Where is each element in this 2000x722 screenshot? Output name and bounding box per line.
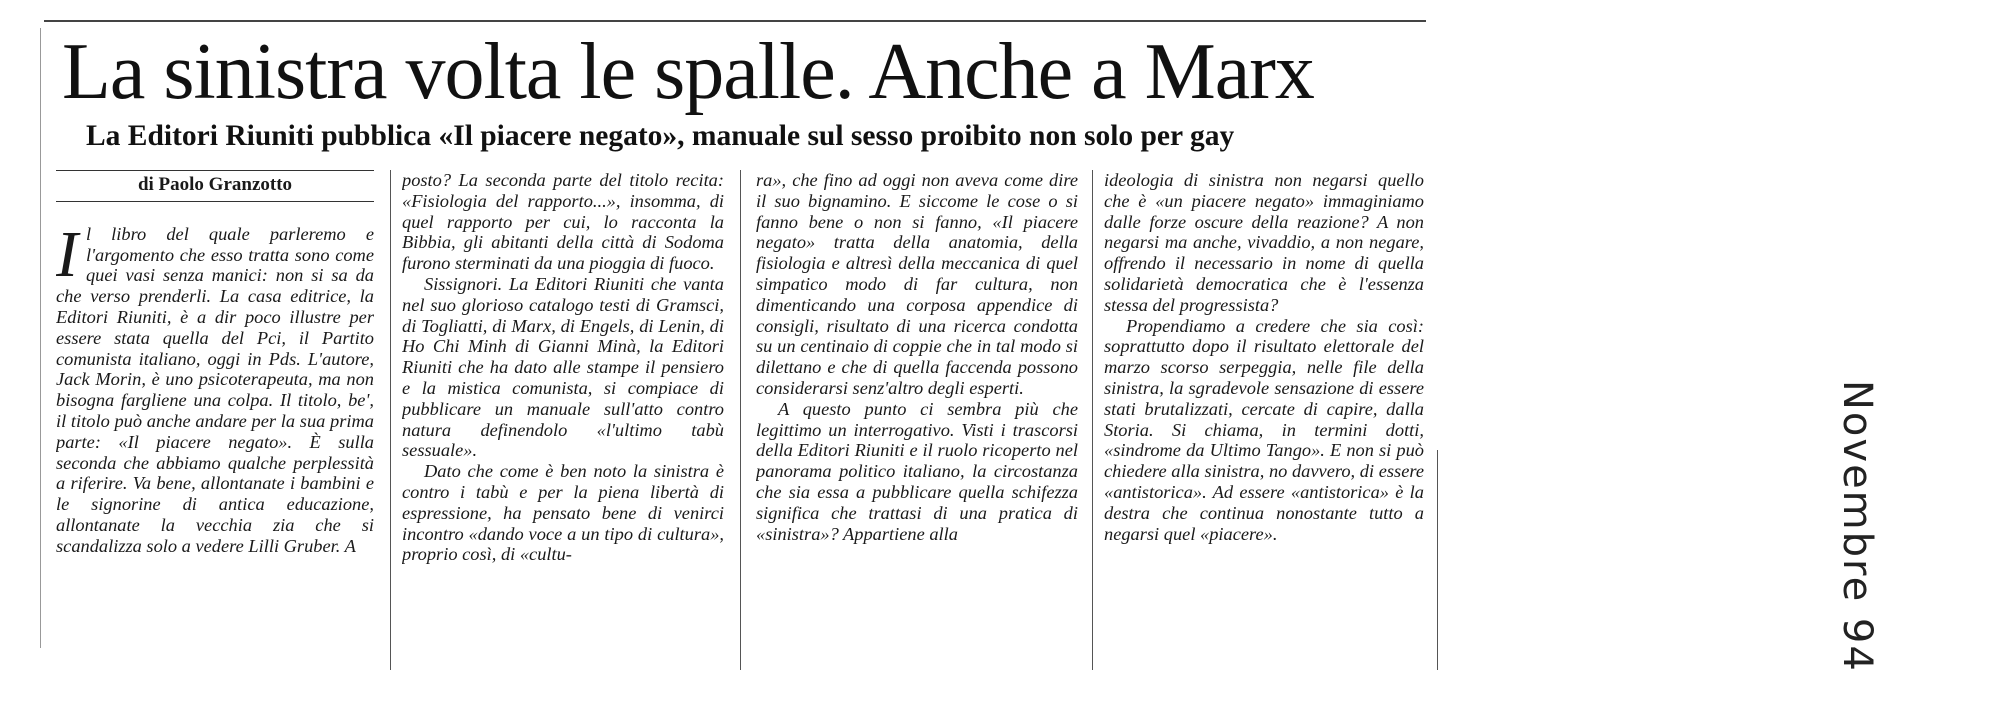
drop-cap: I [56, 217, 78, 291]
column-2-paragraph-1: posto? La seconda parte del titolo recita: «Fisiologia del rapporto...», insomma, di quel rapporto per cui, lo racconta la Bibbia, gli abitanti della città di Sodoma furono sterminati da una pioggia di fuoco. [402, 170, 724, 274]
top-rule [44, 20, 1426, 22]
headline: La sinistra volta le spalle. Anche a Marx [62, 28, 1314, 116]
article-column-3 [756, 170, 1078, 670]
column-2-paragraph-3: Dato che come è ben noto la sinistra è contro i tabù e per la piena libertà di espressione, ha pensato bene di venirci incontro «dando voce a un tipo di cultura», proprio così, di «cultu- [402, 461, 724, 565]
subheadline: La Editori Riuniti pubblica «Il piacere negato», manuale sul sesso proibito non solo per gay [86, 120, 1235, 152]
column-divider [740, 170, 741, 670]
column-4-paragraph-2: Propendiamo a credere che sia così: soprattutto dopo il risultato elettorale del marzo scorso serpeggia, nelle file della sinistra, la sgradevole sensazione di essere stati brutalizzati, cercate di capire, dalla Storia. Si chiama, in termini dotti, «sindrome da Ultimo Tango». E non si può chiedere alla sinistra, no davvero, di essere «antistorica». Ad essere «antistorica» è la destra che continua nonostante tutto a negarsi quel «piacere». [1104, 315, 1424, 544]
left-rule [40, 28, 41, 648]
column-4-paragraph-1: ideologia di sinistra non negarsi quello che è «un piacere negato» immaginiamo dalle forze oscure della reazione? A non negarsi ma anche, vivaddio, a non negare, offrendo il necessario in nome di quella solidarietà democratica che è l'essenza stessa del progressista? [1104, 170, 1424, 315]
column-3-paragraph-2: A questo punto ci sembra più che legittimo un interrogativo. Visti i trascorsi della Editori Riuniti e il ruolo ricoperto nel panorama politico italiano, la circostanza che sia essa a pubblicare quella schifezza significa che trattasi di una pratica di «sinistra»? Appartiene alla [756, 398, 1078, 544]
right-rule [1437, 450, 1438, 670]
article-column-2 [402, 170, 724, 670]
article-column-1 [56, 170, 374, 670]
column-divider [1092, 170, 1093, 670]
handwritten-date-note: Novembre 94 [1834, 380, 1880, 673]
byline: di Paolo Granzotto [56, 170, 374, 202]
article-column-4 [1104, 170, 1424, 670]
column-divider [390, 170, 391, 670]
column-3-paragraph-1: ra», che fino ad oggi non aveva come dire il suo bignamino. E siccome le cose o si fanno bene o non si fanno, «Il piacere negato» tratta della anatomia, della fisiologia e altresì della meccanica di quel simpatico modo di far cultura, non dimenticando una corposa appendice di consigli, risultato di una ricerca condotta su un centinaio di coppie che in tal modo si dilettano e che di quella faccenda possono considerarsi senz'altro degli esperti. [756, 170, 1078, 398]
column-1-paragraph-1: l libro del quale parleremo e l'argomento che esso tratta sono come quei vasi senza manici: non si sa da che verso prenderli. La casa editrice, la Editori Riuniti, è a dir poco illustre per essere stata quella del Pci, il Partito comunista italiano, oggi in Pds. L'autore, Jack Morin, è uno psicoterapeuta, ma non bisogna fargliene una colpa. Il titolo, be', il titolo può anche andare per la sua prima parte: «Il piacere negato». È sulla seconda che abbiamo qualche perplessità a riferire. Va bene, allontanate i bambini e le signorine di antica educazione, allontanate la vecchia zia che si scandalizza solo a vedere Lilli Gruber. A [56, 223, 374, 556]
column-2-paragraph-2: Sissignori. La Editori Riuniti che vanta nel suo glorioso catalogo testi di Gramsci, di Togliatti, di Marx, di Engels, di Lenin, di Ho Chi Minh di Gianni Minà, la Editori Riuniti che ha dato alle stampe il pensiero e la mistica comunista, si compiace di pubblicare un manuale sull'atto contro natura definendolo «l'ultimo tabù sessuale». [402, 273, 724, 461]
